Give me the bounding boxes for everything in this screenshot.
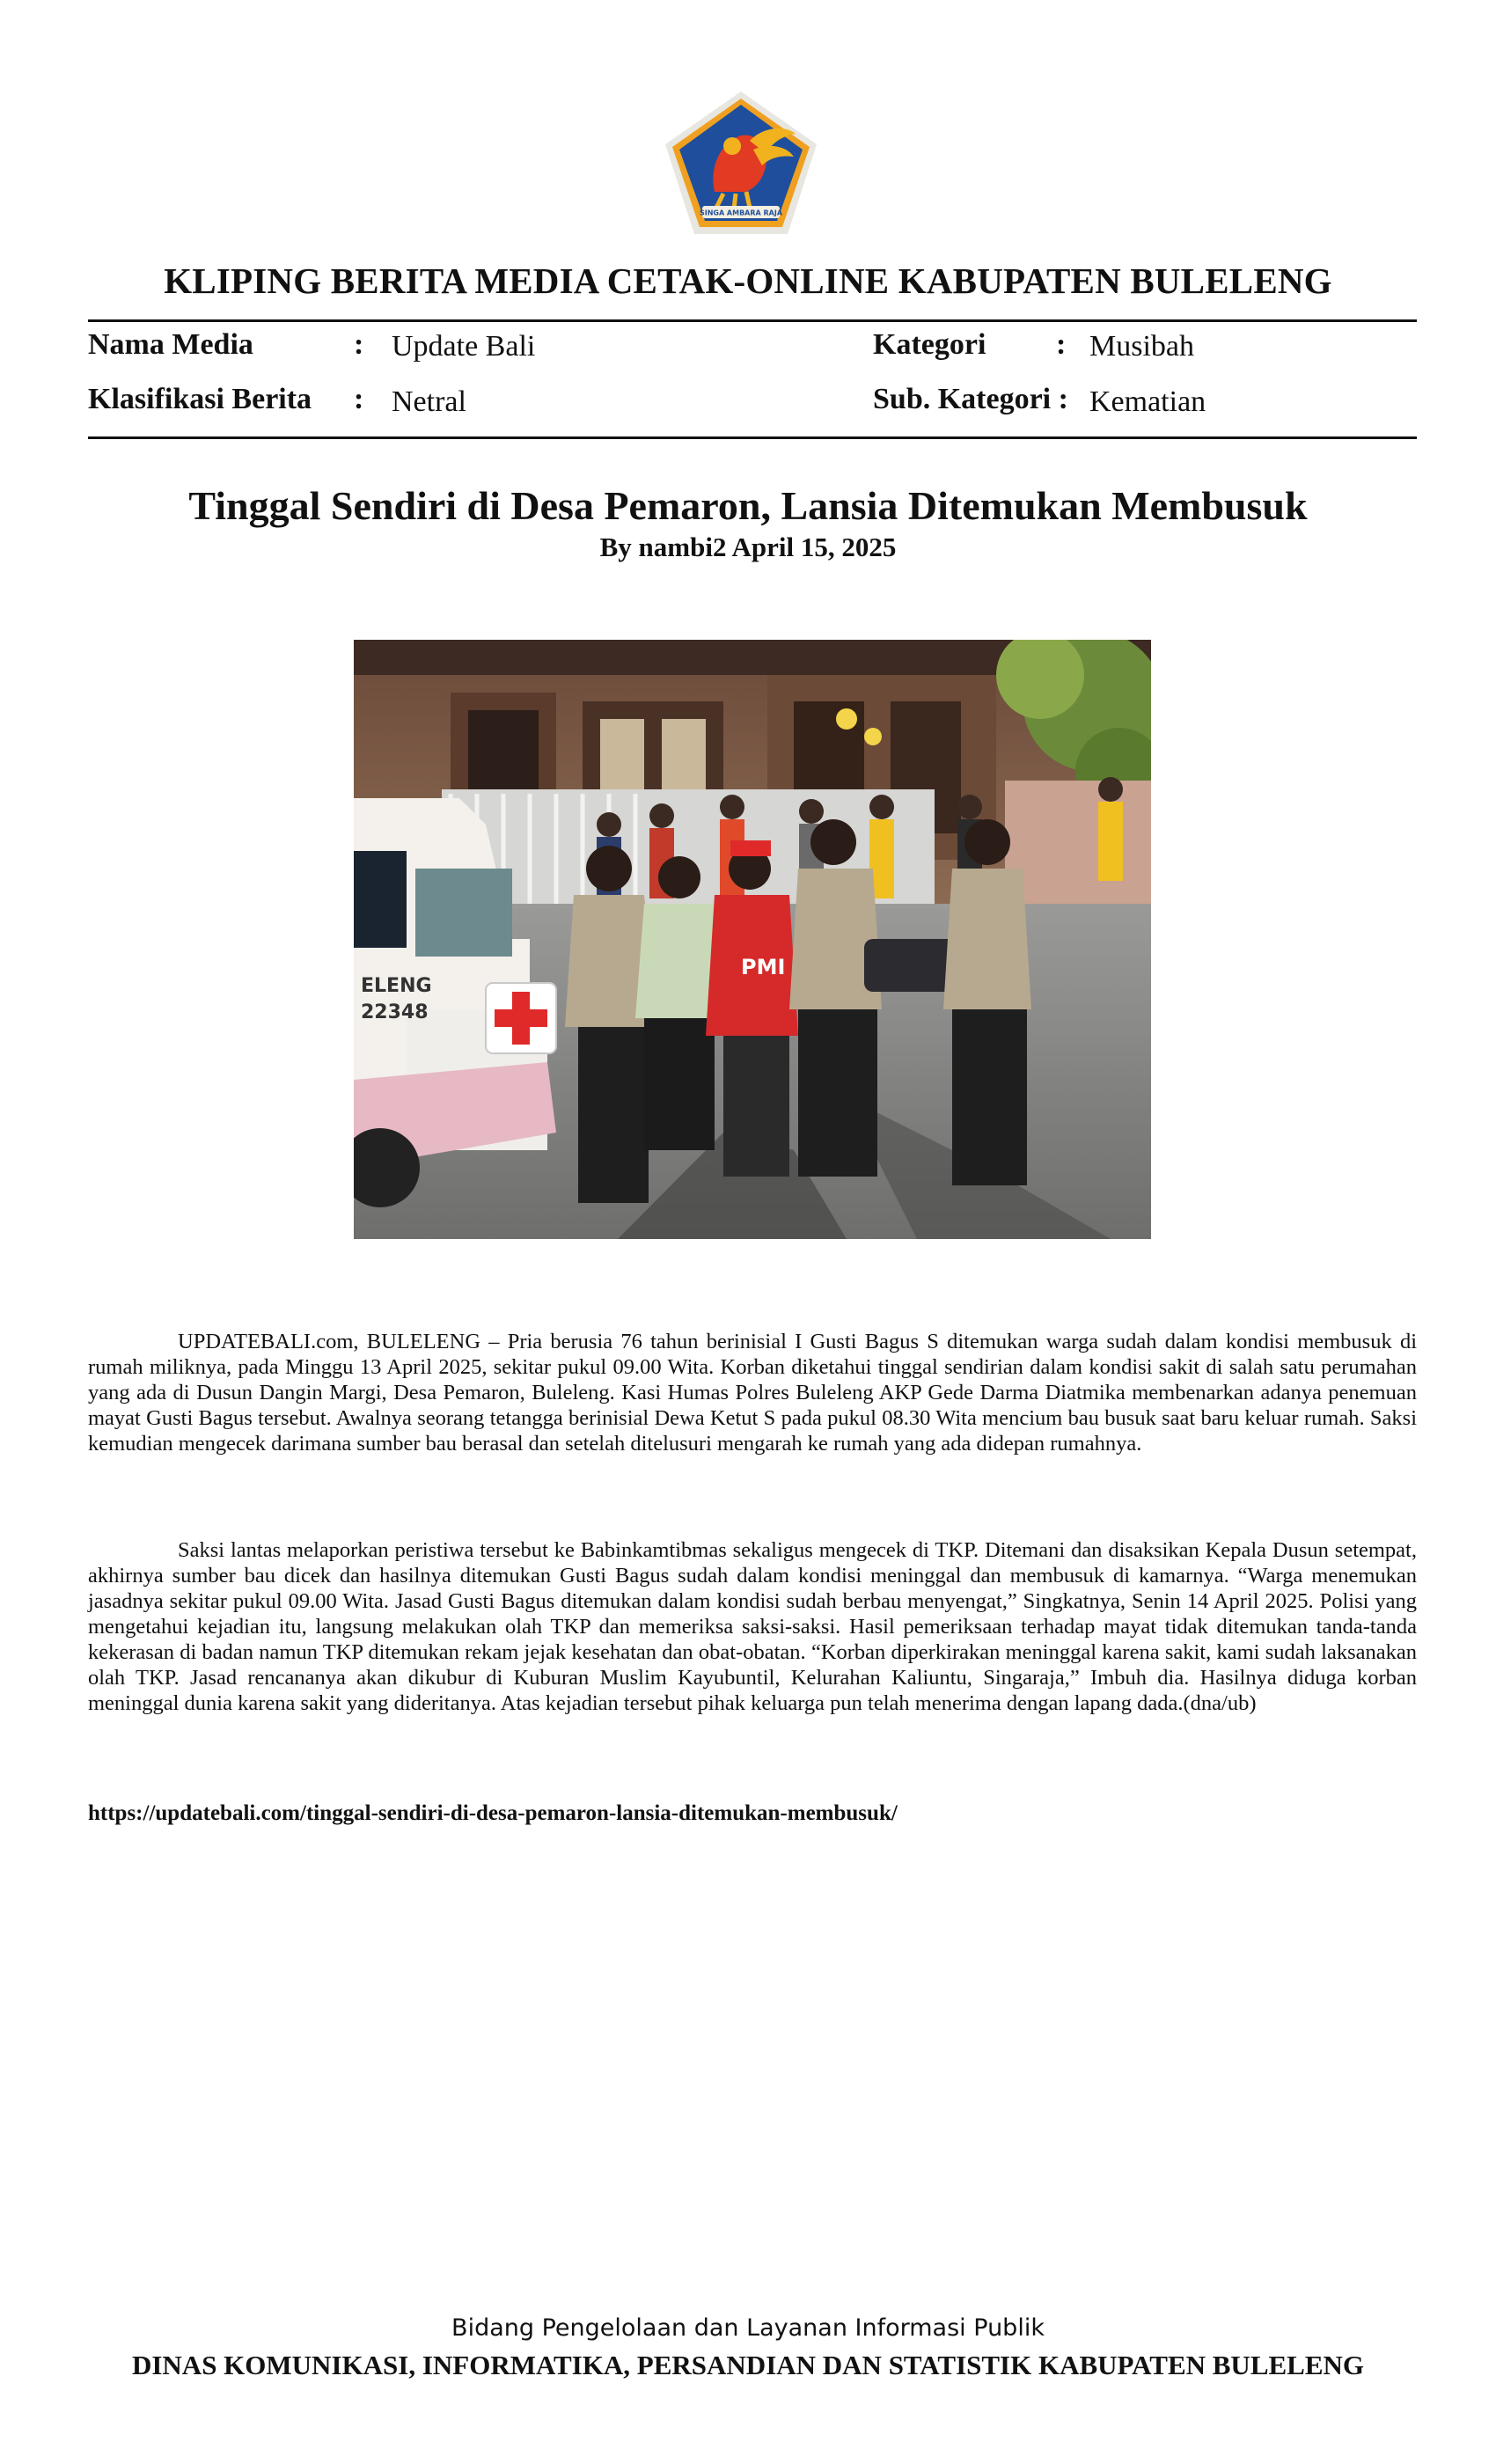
sub-category-label: Sub. Kategori : bbox=[873, 383, 1068, 415]
media-name-label: Nama Media bbox=[88, 328, 253, 361]
footer-division: Bidang Pengelolaan dan Layanan Informasi Publik bbox=[451, 2314, 1045, 2342]
pmi-vest-text: PMI bbox=[741, 955, 786, 979]
article-paragraph-2: Saksi lantas melaporkan peristiwa tersebut ke Babinkamtibmas sekaligus mengecek di TKP. Ditemani dan disaksikan Kepala Dusun setempat, akhirnya sumber bau dicek dan hasilnya ditemukan Gusti Bagus sudah dalam kondisi meninggal dan membusuk di kamarnya. “Warga menemukan jasadnya sekitar pukul 09.00 Wita. Jasad Gusti Bagus ditemukan dalam kondisi sudah berbau menyengat,” Singkatnya, Senin 14 April 2025. Polisi yang mengetahui kejadian itu, langsung melakukan olah TKP dan memeriksa saksi-saksi. Hasil pemeriksaan terhadap mayat tidak ditemukan tanda-tanda kekerasan di badan namun TKP ditemukan rekam jejak kesehatan dan obat-obatan. “Korban diperkirakan meninggal karena sakit, kami sudah laksanakan olah TKP. Jasad rencananya akan dikubur di Kuburan Muslim Kayubuntil, Kelurahan Kaliuntu, Singaraja,” Imbuh dia. Hasilnya diduga korban meninggal dunia karena sakit yang dideritanya. Atas kejadian tersebut pihak keluarga pun telah menerima dengan lapang dada.(dna/ub) bbox=[88, 1538, 1417, 1715]
article-byline: By nambi2 April 15, 2025 bbox=[599, 532, 897, 562]
article-photo bbox=[354, 640, 1151, 1239]
category-label: Kategori bbox=[873, 328, 986, 361]
article-title: Tinggal Sendiri di Desa Pemaron, Lansia Ditemukan Membusuk bbox=[188, 483, 1308, 528]
sub-category-value: Kematian bbox=[1089, 385, 1206, 418]
header-divider-bottom bbox=[88, 436, 1417, 439]
header-divider-top bbox=[88, 319, 1417, 322]
footer-agency: DINAS KOMUNIKASI, INFORMATIKA, PERSANDIAN DAN STATISTIK KABUPATEN BULELENG bbox=[131, 2350, 1365, 2380]
ambulance-plate-top: ELENG bbox=[361, 975, 432, 997]
classification-colon: : bbox=[354, 383, 364, 415]
buleleng-emblem-logo bbox=[662, 88, 820, 238]
category-colon: : bbox=[1056, 328, 1067, 361]
media-name-value: Update Bali bbox=[392, 330, 536, 363]
article-paragraph-1: UPDATEBALI.com, BULELENG – Pria berusia 76 tahun berinisial I Gusti Bagus S ditemukan warga sudah dalam kondisi membusuk di rumah miliknya, pada Minggu 13 April 2025, sekitar pukul 09.00 Wita. Korban diketahui tinggal sendirian dalam kondisi sakit di salah satu perumahan yang ada di Dusun Dangin Margi, Desa Pemaron, Buleleng. Kasi Humas Polres Buleleng AKP Gede Darma Diatmika membenarkan adanya penemuan mayat Gusti Bagus tersebut. Awalnya seorang tetangga berinisial Dewa Ketut S pada pukul 08.30 Wita mencium bau busuk saat baru keluar rumah. Saksi kemudian mengecek darimana sumber bau berasal dan setelah ditelusuri mengarah ke rumah yang ada didepan rumahnya. bbox=[88, 1330, 1417, 1456]
source-url-link[interactable]: https://updatebali.com/tinggal-sendiri-di-desa-pemaron-lansia-ditemukan-membusuk/ bbox=[88, 1801, 898, 1825]
media-name-colon: : bbox=[354, 328, 364, 361]
classification-label: Klasifikasi Berita bbox=[88, 383, 312, 415]
category-value: Musibah bbox=[1089, 330, 1194, 363]
emblem-motto: SINGA AMBARA RAJA bbox=[699, 209, 783, 217]
clipping-header-title: KLIPING BERITA MEDIA CETAK-ONLINE KABUPATEN BULELENG bbox=[164, 260, 1332, 301]
ambulance-plate-bottom: 22348 bbox=[361, 1001, 429, 1023]
classification-value: Netral bbox=[392, 385, 466, 418]
